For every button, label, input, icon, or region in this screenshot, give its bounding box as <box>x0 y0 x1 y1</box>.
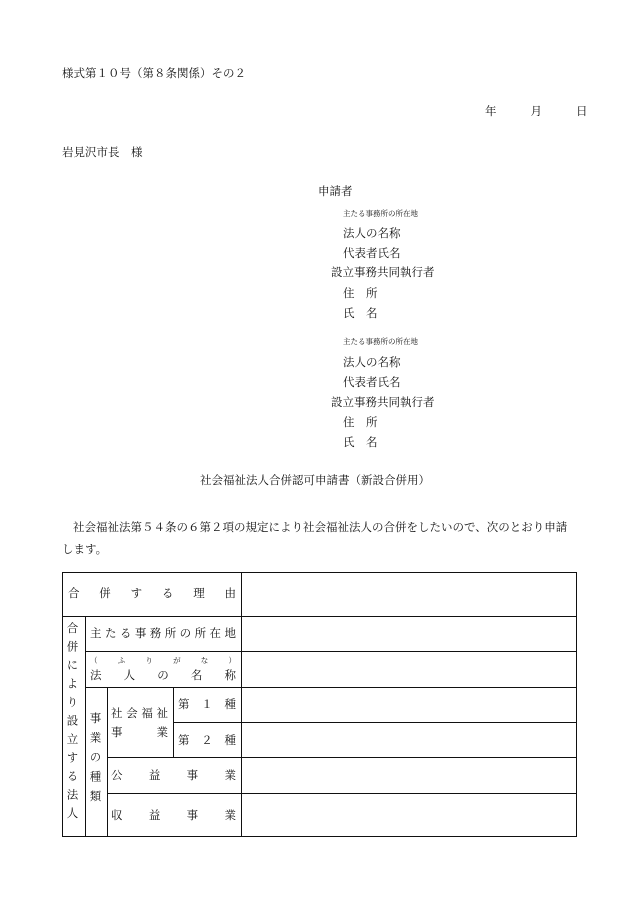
office-location-label: 主 た る 事 務 所 の 所 在 地 <box>90 626 236 640</box>
form-number: 様式第１０号（第８条関係）その２ <box>62 66 246 80</box>
applicant-heading: 申請者 <box>318 184 353 198</box>
addressee: 岩見沢市長 様 <box>62 145 143 159</box>
new-corporation-label: 合併により設立する法人 <box>65 622 80 826</box>
type1-label: 第 １ 種 <box>178 697 236 711</box>
merger-reason-label: 合 併 す る 理 由 <box>68 586 236 600</box>
business-types-label: 事業の種類 <box>88 712 103 810</box>
founder2-address-label: 住 所 <box>343 415 378 429</box>
document-body: 社会福祉法第５４条の６第２項の規定により社会福祉法人の合併をしたいので、次のとおり申請します。 <box>62 520 568 556</box>
profit-business-label: 収 益 事 業 <box>111 808 236 822</box>
date-year-label: 年 <box>485 104 497 118</box>
founder1-address-label: 住 所 <box>343 286 378 300</box>
corp1-office-location-label: 主たる事務所の所在地 <box>343 209 418 218</box>
furigana-label: （ ふ り が な ） <box>90 656 236 665</box>
social-welfare-label-line1: 社 会 福 祉 <box>111 706 168 720</box>
founder2-label: 設立事務共同執行者 <box>331 395 435 409</box>
founder2-name-label: 氏 名 <box>343 435 378 449</box>
public-interest-label: 公 益 事 業 <box>111 768 236 782</box>
document-title: 社会福祉法人合併認可申請書（新設合併用） <box>200 473 430 487</box>
date-day-label: 日 <box>576 104 588 118</box>
date-month-label: 月 <box>530 104 542 118</box>
corp1-name-label: 法人の名称 <box>343 226 401 240</box>
corp2-name-label: 法人の名称 <box>343 355 401 369</box>
founder1-label: 設立事務共同執行者 <box>331 265 435 279</box>
corp2-office-location-label: 主たる事務所の所在地 <box>343 337 418 346</box>
founder1-name-label: 氏 名 <box>343 306 378 320</box>
corporation-name-label: 法 人 の 名 称 <box>90 668 236 682</box>
table-border <box>63 573 577 837</box>
type2-label: 第 ２ 種 <box>178 733 236 747</box>
corp2-rep-label: 代表者氏名 <box>343 375 401 389</box>
social-welfare-label-line2: 事 業 <box>111 725 168 739</box>
corp1-rep-label: 代表者氏名 <box>343 246 401 260</box>
